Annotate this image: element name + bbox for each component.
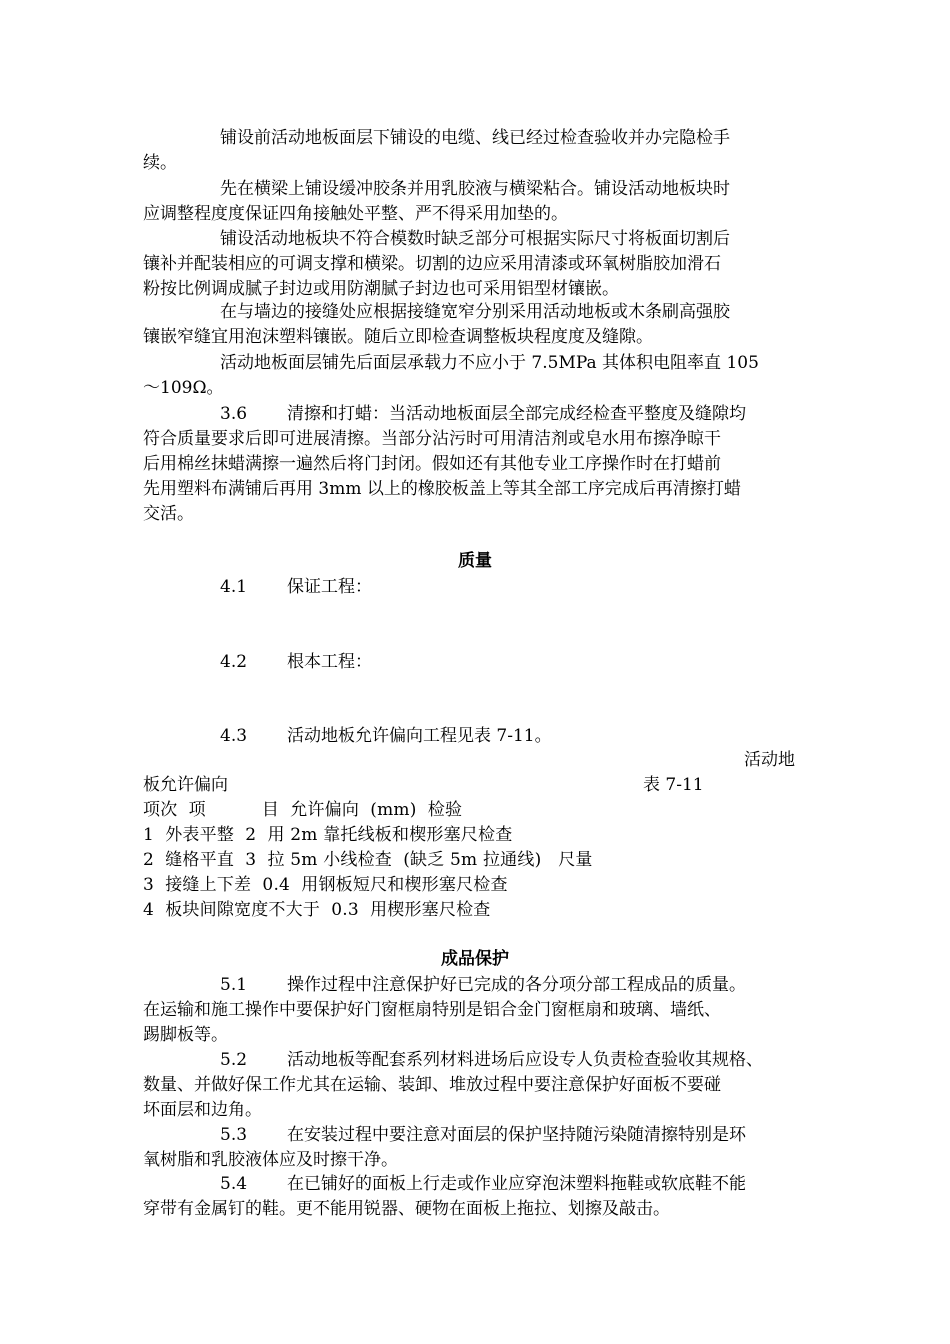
clause-number: 5.3 [220, 1125, 248, 1145]
table-row: 4 板块间隙宽度不大于 0.3 用楔形塞尺检查 [143, 900, 491, 920]
paragraph-line: 踢脚板等。 [143, 1025, 228, 1045]
table-row: 2 缝格平直 3 拉 5m 小线检查 (缺乏 5m 拉通线) 尺量 [143, 850, 593, 870]
paragraph-line: 铺设活动地板块不符合模数时缺乏部分可根据实际尺寸将板面切割后 [220, 229, 730, 249]
clause-number: 5.4 [220, 1174, 248, 1194]
clause-line [220, 650, 803, 674]
clause-line [220, 575, 803, 599]
clause-number: 4.3 [220, 726, 248, 746]
paragraph-line: 续。 [143, 153, 177, 173]
paragraph-line: 粉按比例调成腻子封边或用防潮腻子封边也可采用铝型材镶嵌。 [143, 279, 619, 299]
paragraph-line: 数量、并做好保工作尤其在运输、装卸、堆放过程中要注意保护好面板不要碰 [143, 1075, 721, 1095]
clause-text: 活动地板允许偏向工程见表 7-11。 [287, 726, 552, 746]
clause-line [220, 1123, 803, 1147]
clause-line [220, 724, 803, 748]
paragraph-line: 镶补并配装相应的可调支撑和横梁。切割的边应采用清漆或环氧树脂胶加滑石 [143, 254, 721, 274]
table-header: 项次 项 目 允许偏向 (mm) 检验 [143, 800, 463, 820]
clause-text: 根本工程： [287, 652, 372, 672]
table-row: 1 外表平整 2 用 2m 靠托线板和楔形塞尺检查 [143, 825, 513, 845]
paragraph-line: 穿带有金属钉的鞋。更不能用锐器、硬物在面板上拖拉、划擦及敲击。 [143, 1199, 670, 1219]
clause-number: 5.1 [220, 975, 248, 995]
clause-text: 在已铺好的面板上行走或作业应穿泡沫塑料拖鞋或软底鞋不能 [287, 1174, 746, 1194]
paragraph-line: 坏面层和边角。 [143, 1100, 262, 1120]
paragraph-line: 交活。 [143, 504, 194, 524]
clause-line [220, 1048, 803, 1072]
paragraph-line: 后用棉丝抹蜡满擦一遍然后将门封闭。假如还有其他专业工序操作时在打蜡前 [143, 454, 721, 474]
paragraph-line: 应调整程度度保证四角接触处平整、严不得采用加垫的。 [143, 204, 568, 224]
table-caption-right: 活动地 [744, 750, 795, 770]
paragraph-line: 先在横梁上铺设缓冲胶条并用乳胶液与横梁粘合。铺设活动地板块时 [220, 179, 730, 199]
paragraph-line: 氧树脂和乳胶液体应及时擦干净。 [143, 1150, 398, 1170]
clause-number: 4.1 [220, 577, 248, 597]
clause-text: 保证工程： [287, 577, 372, 597]
clause-line [220, 973, 803, 997]
clause-text: 活动地板等配套系列材料进场后应设专人负责检查验收其规格、 [287, 1050, 763, 1070]
paragraph-line: 符合质量要求后即可进展清擦。当部分沾污时可用清洁剂或皂水用布擦净晾干 [143, 429, 721, 449]
table-number: 表 7-11 [643, 775, 704, 795]
table-row: 3 接缝上下差 0.4 用钢板短尺和楔形塞尺检查 [143, 875, 508, 895]
paragraph-line: 活动地板面层铺先后面层承载力不应小于 7.5MPa 其体积电阻率直 105 [220, 353, 759, 373]
clause-text: 操作过程中注意保护好已完成的各分项分部工程成品的质量。 [287, 975, 746, 995]
clause-number: 5.2 [220, 1050, 248, 1070]
clause-number: 4.2 [220, 652, 248, 672]
section-heading-quality: 质量 [458, 551, 492, 571]
paragraph-line: 在与墙边的接缝处应根据接缝宽窄分别采用活动地板或木条刷高强胶 [220, 302, 730, 322]
clause-text: 清擦和打蜡：当活动地板面层全部完成经检查平整度及缝隙均 [287, 404, 746, 424]
paragraph-line [220, 402, 803, 426]
section-heading-protection: 成品保护 [441, 949, 509, 969]
paragraph-line: 镶嵌窄缝宜用泡沫塑料镶嵌。随后立即检查调整板块程度度及缝隙。 [143, 327, 653, 347]
clause-number: 3.6 [220, 404, 248, 424]
paragraph-line: ～109Ω。 [143, 378, 224, 398]
clause-text: 在安装过程中要注意对面层的保护坚持随污染随清擦特别是环 [287, 1125, 746, 1145]
clause-line [220, 1172, 803, 1196]
paragraph-line: 铺设前活动地板面层下铺设的电缆、线已经过检查验收并办完隐检手 [220, 128, 730, 148]
table-caption-left: 板允许偏向 [143, 775, 228, 795]
paragraph-line: 在运输和施工操作中要保护好门窗框扇特别是铝合金门窗框扇和玻璃、墙纸、 [143, 1000, 721, 1020]
paragraph-line: 先用塑料布满铺后再用 3mm 以上的橡胶板盖上等其全部工序完成后再清擦打蜡 [143, 479, 741, 499]
